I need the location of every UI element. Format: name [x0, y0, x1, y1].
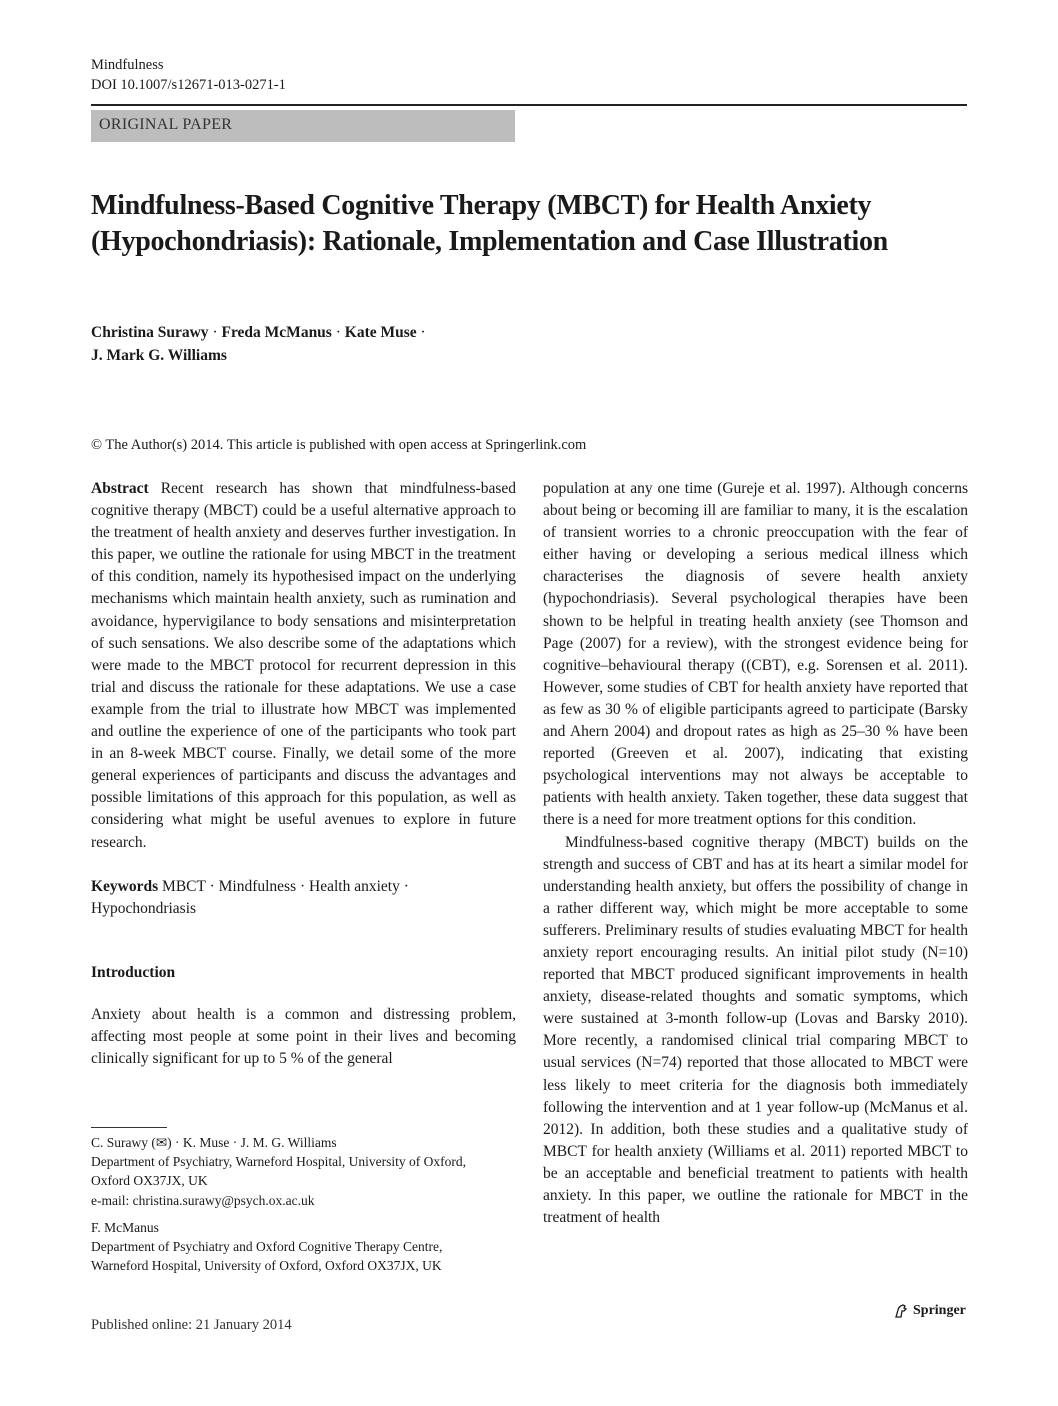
keywords-heading: Keywords — [91, 877, 159, 895]
publisher-logo — [893, 1303, 966, 1319]
abstract-heading: Abstract — [91, 480, 149, 497]
abstract — [91, 478, 516, 854]
author-name[interactable]: Christina Surawy — [91, 324, 209, 341]
affiliation-address: Warneford Hospital, University of Oxford, Oxford OX37JX, UK — [91, 1258, 442, 1274]
author-name[interactable]: J. Mark G. Williams — [91, 347, 227, 364]
keywords-text: MBCT · Mindfulness · Health anxiety · Hypochondriasis — [91, 877, 409, 917]
affiliation-author: F. McManus — [91, 1220, 159, 1235]
article-category: ORIGINAL PAPER — [91, 110, 515, 142]
springer-horse-icon — [893, 1303, 909, 1319]
published-date: Published online: 21 January 2014 — [91, 1317, 292, 1333]
right-column — [543, 478, 968, 1229]
keywords — [91, 876, 516, 920]
author-name[interactable]: Freda McManus — [221, 324, 332, 341]
affiliation-block-2 — [91, 1218, 516, 1276]
author-email[interactable]: e-mail: christina.surawy@psych.ox.ac.uk — [91, 1192, 315, 1208]
doi: DOI 10.1007/s12671-013-0271-1 — [91, 77, 286, 93]
author-list: Christina Surawy · Freda McManus · Kate Muse · J. Mark G. Williams — [91, 324, 426, 364]
affiliation-block-1 — [91, 1133, 516, 1210]
affiliation-department: Department of Psychiatry, Warneford Hospital, University of Oxford, — [91, 1154, 466, 1170]
introduction-paragraph: population at any one time (Gureje et al. 1997). Although concerns about being or becoming ill are familiar to many, it is the escalation of transient worries to a chronic preoccupation with the fear of either having or developing a serious medical illness which characterises the diagnosis of severe health anxiety (hypochondriasis). Several psychological therapies have been shown to be helpful in treating health anxiety (see Thomson and Page (2007) for a review), with the strongest evidence being for cognitive–behavioural therapy ((CBT), e.g. Sorensen et al. 2011). However, some studies of CBT for health anxiety have reported that as few as 30 % of eligible participants agreed to participate (Barsky and Ahern 2004) and dropout rates as high as 25–30 % have been reported (Greeven et al. 2007), indicating that existing psychological interventions may not always be acceptable to patients with health anxiety. Taken together, these data suggest that there is a need for more treatment options for this condition. — [543, 480, 968, 829]
header-rule — [91, 104, 967, 106]
affiliation-department: Department of Psychiatry and Oxford Cognitive Therapy Centre, — [91, 1239, 443, 1255]
copyright-notice: © The Author(s) 2014. This article is published with open access at Springerlink.com — [91, 437, 587, 453]
abstract-text: Recent research has shown that mindfulness-based cognitive therapy (MBCT) could be a useful alternative approach to the treatment of health anxiety and deserves further investigation. In this paper, we outline the rationale for using MBCT in the treatment of this condition, namely its hypothesised impact on the underlying mechanisms which maintain health anxiety, such as rumination and avoidance, hypervigilance to body sensations and misinterpretation of such sensations. We also describe some of the adaptations which were made to the MBCT protocol for recurrent depression in this trial and discuss the rationale for these adaptations. We use a case example from the trial to illustrate how MBCT was implemented and outline the experience of one of the participants who took part in an 8-week MBCT course. Finally, we detail some of the more general experiences of participants and discuss the advantages and possible limitations of this approach for this population, as well as considering what might be useful avenues to explore in future research. — [91, 480, 517, 851]
author-name[interactable]: Kate Muse — [344, 324, 417, 341]
footnote-rule — [91, 1127, 167, 1128]
corresponding-authors: C. Surawy (✉) · K. Muse · J. M. G. Williams — [91, 1135, 337, 1150]
article-title: Mindfulness-Based Cognitive Therapy (MBCT) for Health Anxiety (Hypochondriasis): Rationale, Implementation and Case Illustration — [91, 190, 888, 257]
introduction-heading: Introduction — [91, 963, 176, 981]
journal-name: Mindfulness — [91, 57, 164, 73]
introduction-paragraph: Mindfulness-based cognitive therapy (MBCT) builds on the strength and success of CBT and has at its heart a similar model for understanding health anxiety, but offers the possibility of change in a rather different way, which might be more acceptable to some sufferers. Preliminary results of studies evaluating MBCT for health anxiety report encouraging results. An initial pilot study (N=10) reported that MBCT produced significant improvements in health anxiety, disease-related thoughts and somatic symptoms, which were sustained at 3-month follow-up (Lovas and Barsky 2010). More recently, a randomised clinical trial comparing MBCT to usual services (N=74) reported that those allocated to MBCT were less likely to meet criteria for the diagnosis both immediately following the intervention and at 1 year follow-up (McManus et al. 2012). In addition, both these studies and a qualitative study of MBCT for health anxiety (Williams et al. 2011) reported MBCT to be an acceptable and beneficial treatment to patients with health anxiety. In this paper, we outline the rationale for MBCT in the treatment of health — [543, 833, 968, 1227]
introduction-paragraph: Anxiety about health is a common and distressing problem, affecting most people at some point in their lives and becoming clinically significant for up to 5 % of the general — [91, 1005, 516, 1067]
affiliation-address: Oxford OX37JX, UK — [91, 1173, 208, 1189]
left-column — [91, 478, 516, 1070]
publisher-name: Springer — [913, 1303, 966, 1318]
